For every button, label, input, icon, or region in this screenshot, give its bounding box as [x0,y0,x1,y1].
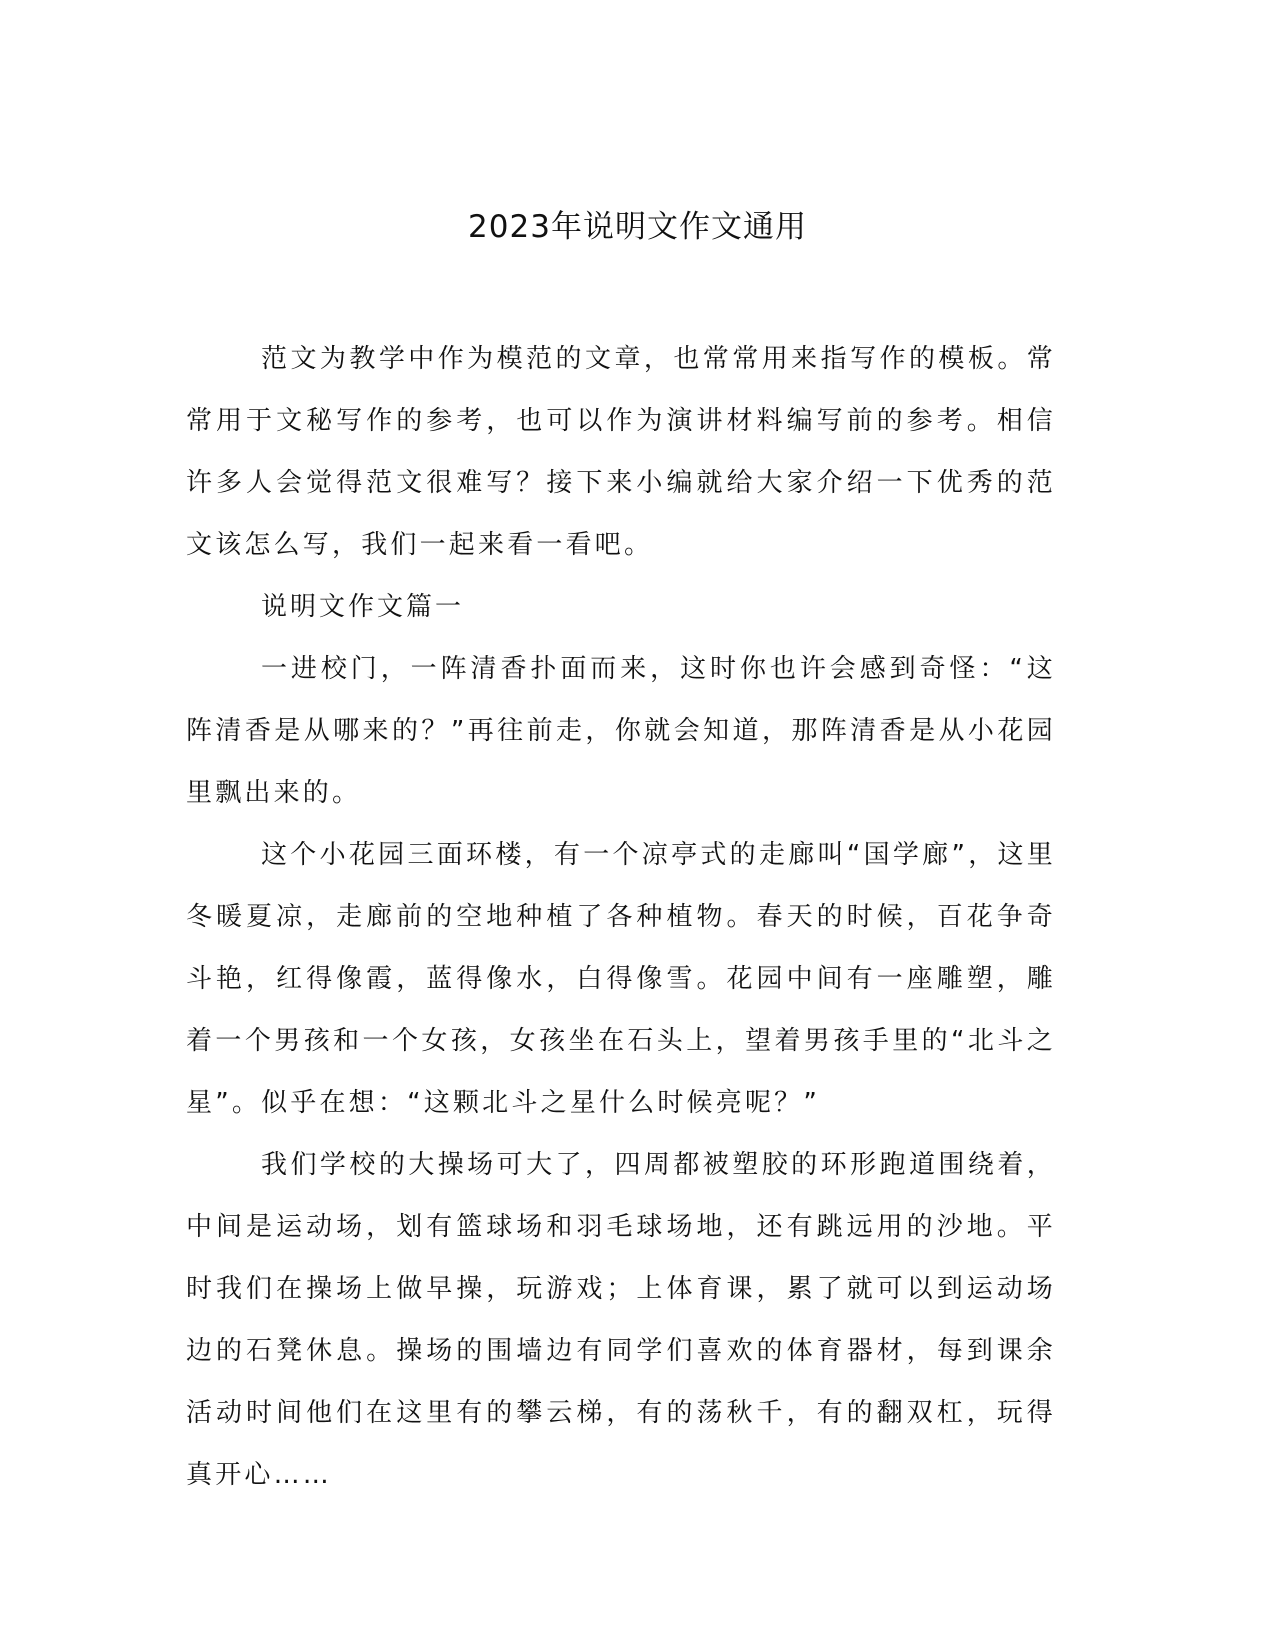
body-paragraph: 一进校门，一阵清香扑面而来，这时你也许会感到奇怪：“这阵清香是从哪来的？”再往前走，你就会知道，那阵清香是从小花园里飘出来的。 [186,654,1056,808]
section-heading: 说明文作文篇一 [261,592,465,622]
body-paragraph: 这个小花园三面环楼，有一个凉亭式的走廊叫“国学廊”，这里冬暖夏凉，走廊前的空地种植了各种植物。春天的时候，百花争奇斗艳，红得像霞，蓝得像水，白得像雪。花园中间有一座雕塑，雕着一个男孩和一个女孩，女孩坐在石头上，望着男孩手里的“北斗之星”。似乎在想：“这颗北斗之星什么时候亮呢？” [186,840,1056,1118]
document-title: 2023年说明文作文通用 [468,209,807,245]
intro-paragraph: 范文为教学中作为模范的文章，也常常用来指写作的模板。常常用于文秘写作的参考，也可以作为演讲材料编写前的参考。相信许多人会觉得范文很难写？接下来小编就给大家介绍一下优秀的范文该怎么写，我们一起来看一看吧。 [186,344,1056,560]
body-paragraph: 我们学校的大操场可大了，四周都被塑胶的环形跑道围绕着，中间是运动场，划有篮球场和羽毛球场地，还有跳远用的沙地。平时我们在操场上做早操，玩游戏；上体育课，累了就可以到运动场边的石凳休息。操场的围墙边有同学们喜欢的体育器材，每到课余活动时间他们在这里有的攀云梯，有的荡秋千，有的翻双杠，玩得真开心…… [186,1150,1056,1490]
document-body [186,328,1056,1506]
